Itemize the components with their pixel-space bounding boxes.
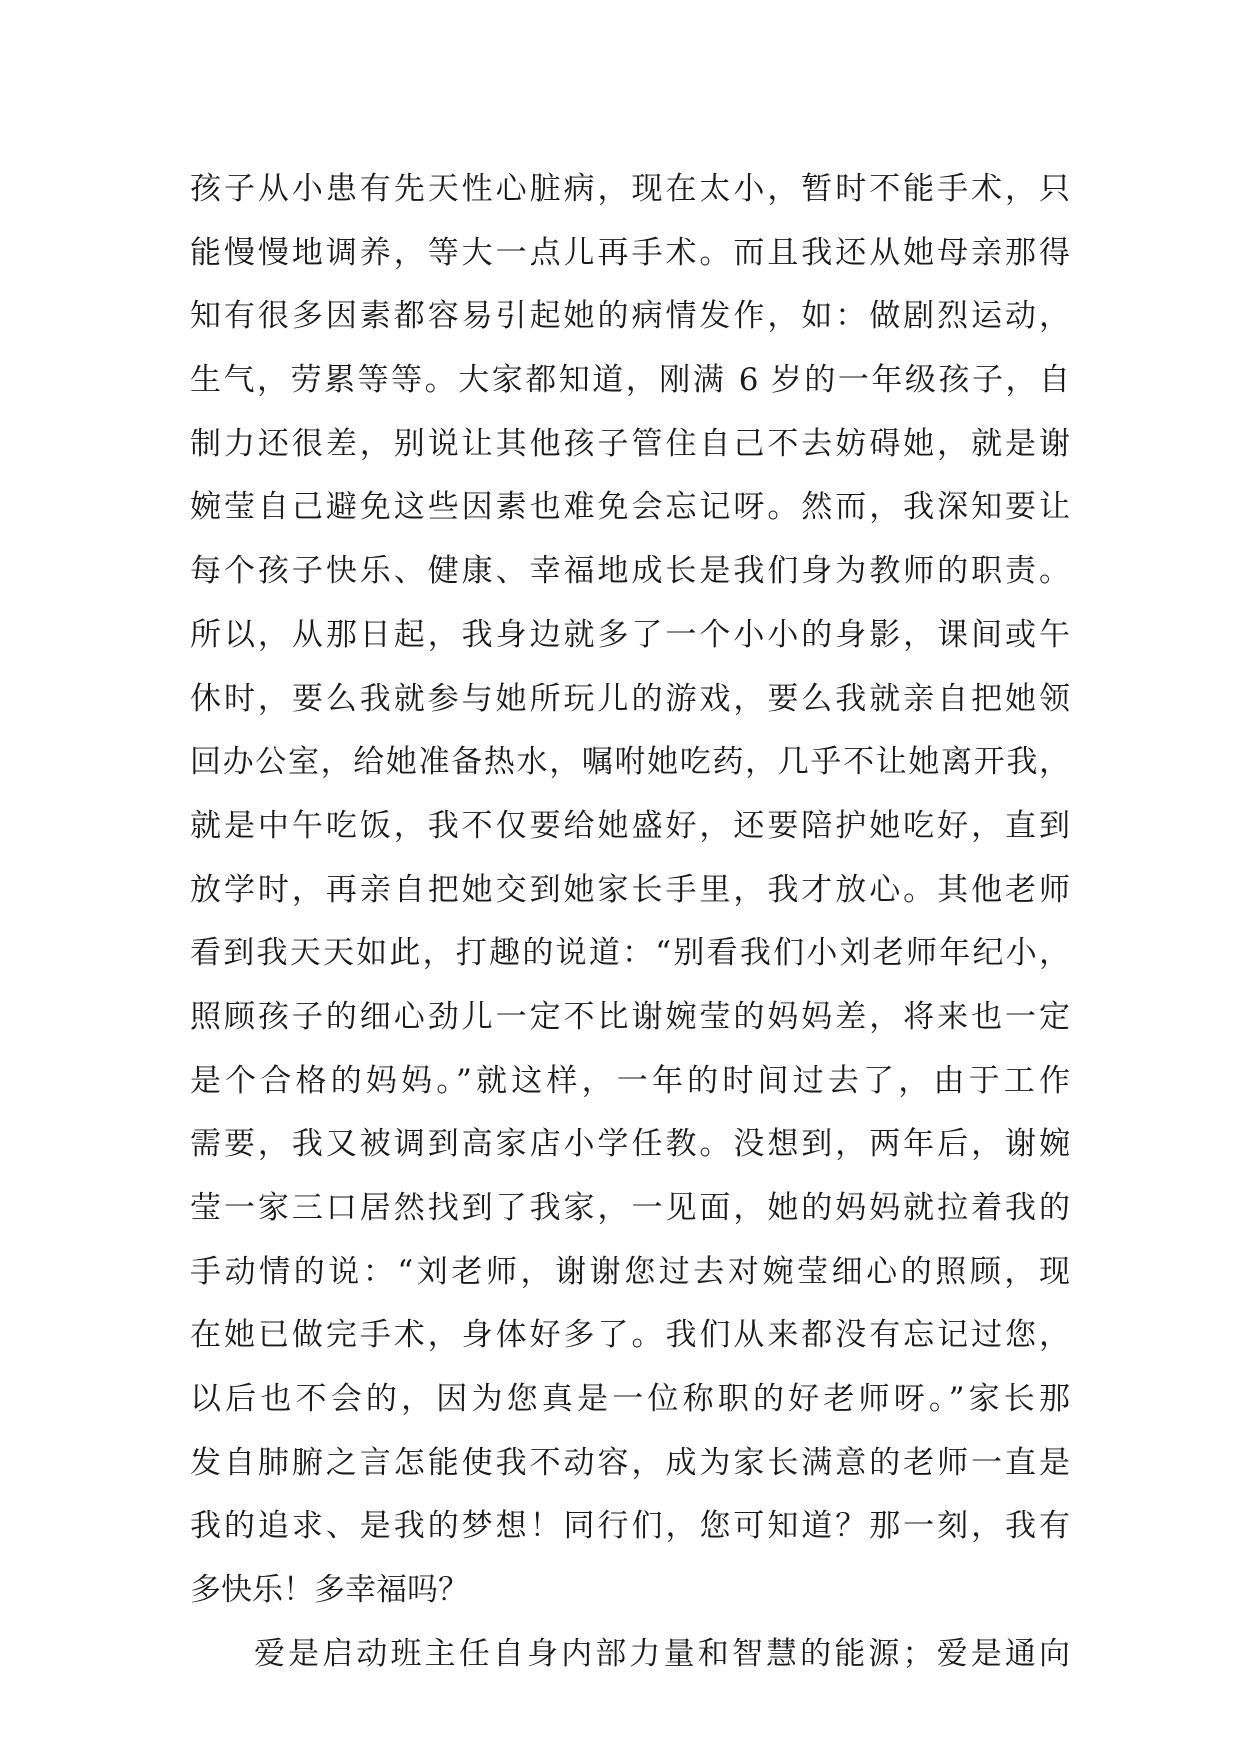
text-line: 生气，劳累等等。大家都知道，刚满 6 岁的一年级孩子，自 — [190, 362, 1070, 399]
body-text — [190, 158, 1070, 1687]
text-line: 就是中午吃饭，我不仅要给她盛好，还要陪护她吃好，直到 — [190, 807, 1070, 844]
text-line: 制力还很差，别说让其他孩子管住自己不去妨碍她，就是谢 — [190, 425, 1070, 462]
text-line: 知有很多因素都容易引起她的病情发作，如：做剧烈运动， — [190, 298, 1070, 335]
text-line: 看到我天天如此，打趣的说道：“别看我们小刘老师年纪小， — [190, 935, 1070, 972]
text-line: 放学时，再亲自把她交到她家长手里，我才放心。其他老师 — [190, 871, 1070, 908]
text-line: 我的追求、是我的梦想！同行们，您可知道？那一刻，我有 — [190, 1508, 1070, 1545]
text-line: 婉莹自己避免这些因素也难免会忘记呀。然而，我深知要让 — [190, 489, 1070, 526]
text-line: 以后也不会的，因为您真是一位称职的好老师呀。”家长那 — [190, 1381, 1070, 1418]
text-line: 所以，从那日起，我身边就多了一个小小的身影，课间或午 — [190, 616, 1070, 653]
text-line: 照顾孩子的细心劲儿一定不比谢婉莹的妈妈差，将来也一定 — [190, 998, 1070, 1035]
text-line: 手动情的说：“刘老师，谢谢您过去对婉莹细心的照顾，现 — [190, 1253, 1070, 1290]
text-line: 莹一家三口居然找到了我家，一见面，她的妈妈就拉着我的 — [190, 1190, 1070, 1226]
text-line: 在她已做完手术，身体好多了。我们从来都没有忘记过您， — [190, 1317, 1070, 1354]
text-line: 孩子从小患有先天性心脏病，现在太小，暂时不能手术，只 — [190, 171, 1070, 207]
text-line: 每个孩子快乐、健康、幸福地成长是我们身为教师的职责。 — [190, 553, 1070, 590]
text-line: 能慢慢地调养，等大一点儿再手术。而且我还从她母亲那得 — [190, 234, 1070, 271]
text-line: 发自肺腑之言怎能使我不动容，成为家长满意的老师一直是 — [190, 1444, 1070, 1481]
text-line: 需要，我又被调到高家店小学任教。没想到，两年后，谢婉 — [190, 1126, 1070, 1163]
paragraph-start-line: 爱是启动班主任自身内部力量和智慧的能源；爱是通向 — [254, 1635, 1070, 1672]
text-line: 是个合格的妈妈。”就这样，一年的时间过去了，由于工作 — [190, 1062, 1070, 1099]
text-line: 休时，要么我就参与她所玩儿的游戏，要么我就亲自把她领 — [190, 680, 1070, 717]
text-line: 回办公室，给她准备热水，嘱咐她吃药，几乎不让她离开我， — [190, 744, 1070, 781]
paragraph-end-line: 多快乐！多幸福吗？ — [190, 1572, 469, 1609]
